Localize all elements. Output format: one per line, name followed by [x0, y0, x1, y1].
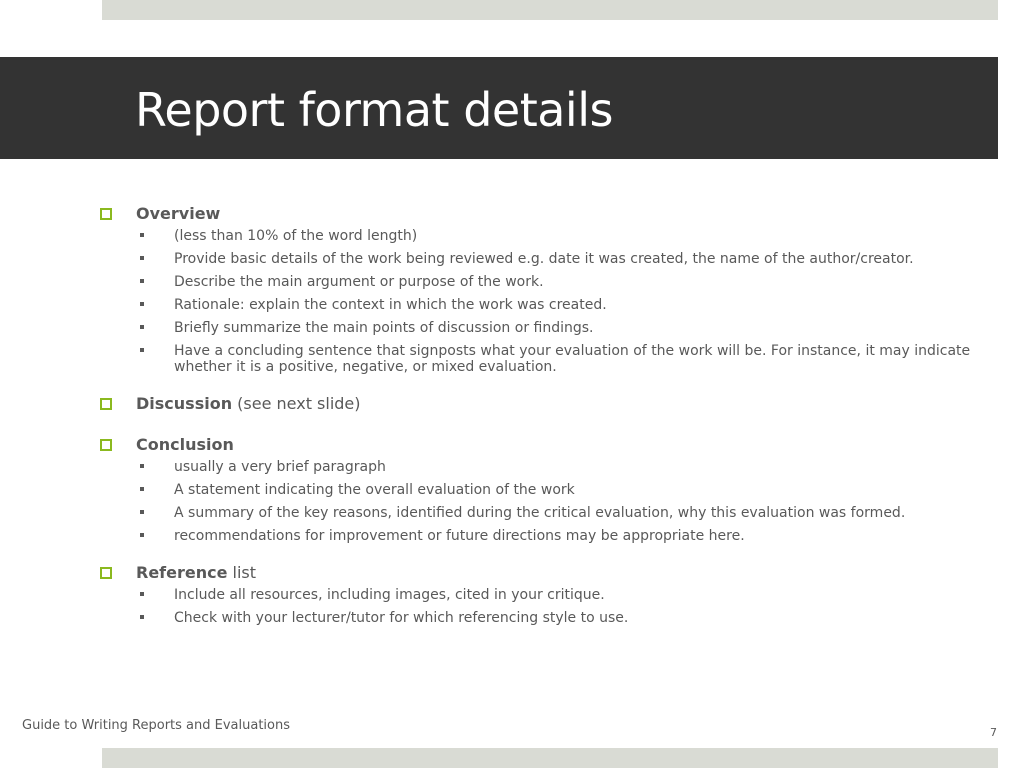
- bullet-icon: [140, 464, 144, 468]
- top-decorative-strip: [102, 0, 998, 20]
- sub-list: [100, 228, 980, 375]
- list-item: Include all resources, including images, cited in your critique.: [100, 587, 980, 603]
- list-item: Check with your lecturer/tutor for which referencing style to use.: [100, 610, 980, 626]
- bottom-decorative-strip: [102, 748, 998, 768]
- section-heading: [100, 433, 980, 457]
- list-item: Briefly summarize the main points of discussion or findings.: [100, 320, 980, 336]
- list-item: recommendations for improvement or future directions may be appropriate here.: [100, 528, 980, 544]
- bullet-icon: [140, 592, 144, 596]
- list-item: Provide basic details of the work being reviewed e.g. date it was created, the name of the author/creator.: [100, 251, 980, 267]
- section-reference: [100, 561, 980, 626]
- bullet-icon: [140, 233, 144, 237]
- slide-content: [100, 202, 980, 643]
- section-heading-bold: Reference: [136, 563, 228, 582]
- bullet-icon: [140, 325, 144, 329]
- list-item: (less than 10% of the word length): [100, 228, 980, 244]
- bullet-icon: [140, 533, 144, 537]
- footer-text: Guide to Writing Reports and Evaluations: [22, 718, 291, 733]
- section-heading: [100, 202, 980, 226]
- list-item: Have a concluding sentence that signposts what your evaluation of the work will be. For instance, it may indicate whether it is a positive, negative, or mixed evaluation.: [100, 343, 980, 375]
- square-bullet-icon: [100, 398, 112, 410]
- section-discussion: [100, 392, 980, 416]
- section-heading: [100, 392, 980, 416]
- section-heading-bold: Conclusion: [136, 435, 234, 454]
- list-item: usually a very brief paragraph: [100, 459, 980, 475]
- square-bullet-icon: [100, 567, 112, 579]
- section-heading-bold: Overview: [136, 204, 221, 223]
- bullet-icon: [140, 510, 144, 514]
- list-item: A summary of the key reasons, identified during the critical evaluation, why this evaluation was formed.: [100, 505, 980, 521]
- section-heading-bold: Discussion: [136, 394, 233, 413]
- section-heading-suffix: (see next slide): [232, 394, 361, 413]
- bullet-icon: [140, 279, 144, 283]
- page-number: 7: [990, 726, 997, 739]
- section-heading: [100, 561, 980, 585]
- section-overview: [100, 202, 980, 375]
- square-bullet-icon: [100, 439, 112, 451]
- sub-list: [100, 587, 980, 626]
- sub-list: [100, 459, 980, 544]
- list-item: A statement indicating the overall evaluation of the work: [100, 482, 980, 498]
- list-item: Rationale: explain the context in which the work was created.: [100, 297, 980, 313]
- slide-title: Report format details: [135, 83, 613, 137]
- bullet-icon: [140, 348, 144, 352]
- bullet-icon: [140, 615, 144, 619]
- list-item: Describe the main argument or purpose of the work.: [100, 274, 980, 290]
- section-heading-suffix: list: [227, 563, 257, 582]
- bullet-icon: [140, 256, 144, 260]
- section-conclusion: [100, 433, 980, 544]
- bullet-icon: [140, 487, 144, 491]
- square-bullet-icon: [100, 208, 112, 220]
- bullet-icon: [140, 302, 144, 306]
